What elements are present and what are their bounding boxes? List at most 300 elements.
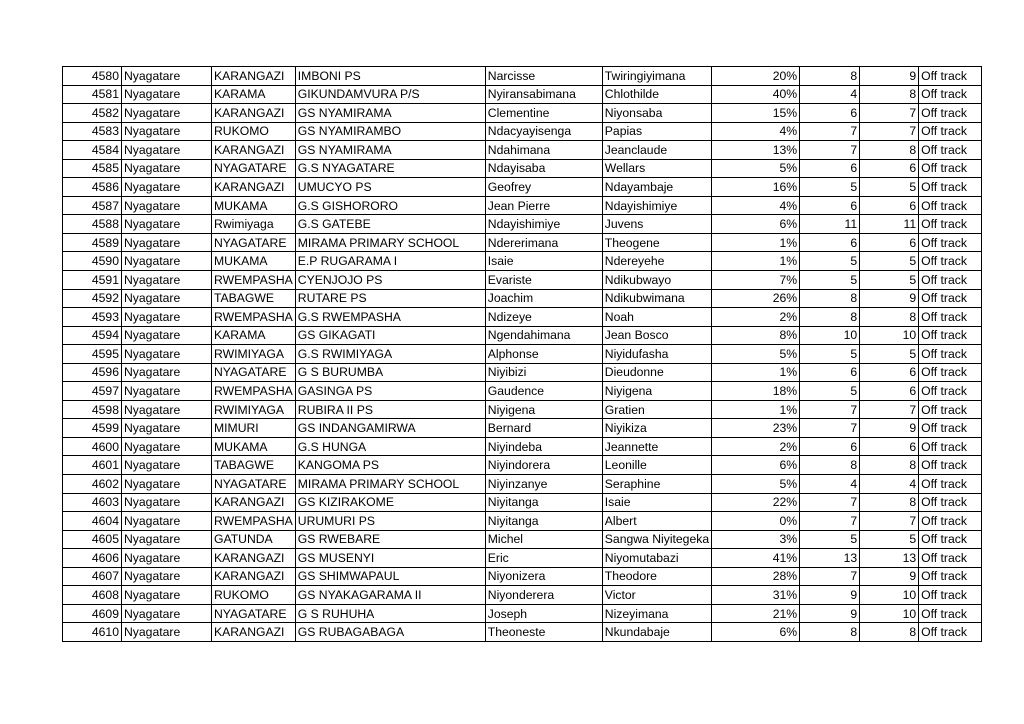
score-b-cell: 8 bbox=[860, 141, 919, 160]
last-name-cell: Twiringiyimana bbox=[602, 67, 711, 86]
school-cell: GS RUBAGABAGA bbox=[295, 623, 485, 642]
school-cell: MIRAMA PRIMARY SCHOOL bbox=[295, 233, 485, 252]
status-cell: Off track bbox=[919, 252, 982, 271]
district-cell: Nyagatare bbox=[122, 141, 212, 160]
last-name-cell: Jeannette bbox=[602, 437, 711, 456]
percent-cell: 2% bbox=[712, 437, 800, 456]
last-name-cell: Theodore bbox=[602, 567, 711, 586]
score-b-cell: 6 bbox=[860, 382, 919, 401]
first-name-cell: Geofrey bbox=[485, 178, 602, 197]
row-id-cell: 4597 bbox=[63, 382, 122, 401]
first-name-cell: Niyitanga bbox=[485, 493, 602, 512]
percent-cell: 23% bbox=[712, 419, 800, 438]
score-a-cell: 8 bbox=[800, 289, 860, 308]
status-cell: Off track bbox=[919, 493, 982, 512]
first-name-cell: Clementine bbox=[485, 104, 602, 123]
sector-cell: RWEMPASHA bbox=[212, 271, 296, 290]
score-a-cell: 4 bbox=[800, 475, 860, 494]
percent-cell: 13% bbox=[712, 141, 800, 160]
first-name-cell: Theoneste bbox=[485, 623, 602, 642]
district-cell: Nyagatare bbox=[122, 252, 212, 271]
school-cell: GS KIZIRAKOME bbox=[295, 493, 485, 512]
row-id-cell: 4596 bbox=[63, 363, 122, 382]
first-name-cell: Niyindorera bbox=[485, 456, 602, 475]
status-cell: Off track bbox=[919, 308, 982, 327]
last-name-cell: Nkundabaje bbox=[602, 623, 711, 642]
score-a-cell: 8 bbox=[800, 456, 860, 475]
district-cell: Nyagatare bbox=[122, 85, 212, 104]
last-name-cell: Noah bbox=[602, 308, 711, 327]
row-id-cell: 4609 bbox=[63, 604, 122, 623]
sector-cell: RUKOMO bbox=[212, 586, 296, 605]
district-cell: Nyagatare bbox=[122, 363, 212, 382]
percent-cell: 8% bbox=[712, 326, 800, 345]
last-name-cell: Ndikubwimana bbox=[602, 289, 711, 308]
school-cell: CYENJOJO PS bbox=[295, 271, 485, 290]
table-row bbox=[63, 586, 982, 605]
score-a-cell: 7 bbox=[800, 493, 860, 512]
score-a-cell: 6 bbox=[800, 104, 860, 123]
district-cell: Nyagatare bbox=[122, 586, 212, 605]
sector-cell: KARANGAZI bbox=[212, 493, 296, 512]
district-cell: Nyagatare bbox=[122, 475, 212, 494]
table-row bbox=[63, 85, 982, 104]
score-b-cell: 10 bbox=[860, 326, 919, 345]
last-name-cell: Theogene bbox=[602, 233, 711, 252]
score-b-cell: 6 bbox=[860, 196, 919, 215]
district-cell: Nyagatare bbox=[122, 178, 212, 197]
status-cell: Off track bbox=[919, 85, 982, 104]
percent-cell: 1% bbox=[712, 233, 800, 252]
table-row bbox=[63, 493, 982, 512]
status-cell: Off track bbox=[919, 363, 982, 382]
sector-cell: RWIMIYAGA bbox=[212, 345, 296, 364]
table-row bbox=[63, 196, 982, 215]
percent-cell: 20% bbox=[712, 67, 800, 86]
sector-cell: GATUNDA bbox=[212, 530, 296, 549]
table-row bbox=[63, 178, 982, 197]
status-cell: Off track bbox=[919, 345, 982, 364]
score-a-cell: 11 bbox=[800, 215, 860, 234]
last-name-cell: Chlothilde bbox=[602, 85, 711, 104]
first-name-cell: Alphonse bbox=[485, 345, 602, 364]
row-id-cell: 4607 bbox=[63, 567, 122, 586]
score-b-cell: 7 bbox=[860, 104, 919, 123]
status-cell: Off track bbox=[919, 215, 982, 234]
percent-cell: 2% bbox=[712, 308, 800, 327]
percent-cell: 1% bbox=[712, 252, 800, 271]
school-cell: KANGOMA PS bbox=[295, 456, 485, 475]
first-name-cell: Niyonizera bbox=[485, 567, 602, 586]
score-b-cell: 8 bbox=[860, 623, 919, 642]
percent-cell: 6% bbox=[712, 215, 800, 234]
percent-cell: 5% bbox=[712, 475, 800, 494]
percent-cell: 18% bbox=[712, 382, 800, 401]
district-cell: Nyagatare bbox=[122, 233, 212, 252]
score-b-cell: 5 bbox=[860, 252, 919, 271]
status-cell: Off track bbox=[919, 178, 982, 197]
first-name-cell: Joachim bbox=[485, 289, 602, 308]
row-id-cell: 4587 bbox=[63, 196, 122, 215]
district-cell: Nyagatare bbox=[122, 382, 212, 401]
score-a-cell: 6 bbox=[800, 233, 860, 252]
last-name-cell: Leonille bbox=[602, 456, 711, 475]
school-cell: G.S NYAGATARE bbox=[295, 159, 485, 178]
score-b-cell: 5 bbox=[860, 178, 919, 197]
district-cell: Nyagatare bbox=[122, 419, 212, 438]
sector-cell: MUKAMA bbox=[212, 252, 296, 271]
sector-cell: RWEMPASHA bbox=[212, 308, 296, 327]
first-name-cell: Gaudence bbox=[485, 382, 602, 401]
school-cell: G S BURUMBA bbox=[295, 363, 485, 382]
percent-cell: 3% bbox=[712, 530, 800, 549]
last-name-cell: Nizeyimana bbox=[602, 604, 711, 623]
status-cell: Off track bbox=[919, 67, 982, 86]
table-row bbox=[63, 530, 982, 549]
last-name-cell: Niyonsaba bbox=[602, 104, 711, 123]
row-id-cell: 4589 bbox=[63, 233, 122, 252]
table-row bbox=[63, 271, 982, 290]
percent-cell: 4% bbox=[712, 196, 800, 215]
district-cell: Nyagatare bbox=[122, 530, 212, 549]
table-row bbox=[63, 345, 982, 364]
row-id-cell: 4602 bbox=[63, 475, 122, 494]
sector-cell: RWIMIYAGA bbox=[212, 400, 296, 419]
sector-cell: TABAGWE bbox=[212, 456, 296, 475]
row-id-cell: 4603 bbox=[63, 493, 122, 512]
score-b-cell: 8 bbox=[860, 456, 919, 475]
percent-cell: 1% bbox=[712, 400, 800, 419]
score-a-cell: 13 bbox=[800, 549, 860, 568]
row-id-cell: 4590 bbox=[63, 252, 122, 271]
score-b-cell: 9 bbox=[860, 419, 919, 438]
first-name-cell: Narcisse bbox=[485, 67, 602, 86]
row-id-cell: 4582 bbox=[63, 104, 122, 123]
table-row bbox=[63, 122, 982, 141]
table-row bbox=[63, 475, 982, 494]
sector-cell: NYAGATARE bbox=[212, 604, 296, 623]
first-name-cell: Niyindeba bbox=[485, 437, 602, 456]
table-row bbox=[63, 382, 982, 401]
row-id-cell: 4591 bbox=[63, 271, 122, 290]
row-id-cell: 4595 bbox=[63, 345, 122, 364]
score-b-cell: 5 bbox=[860, 271, 919, 290]
percent-cell: 21% bbox=[712, 604, 800, 623]
district-cell: Nyagatare bbox=[122, 623, 212, 642]
first-name-cell: Jean Pierre bbox=[485, 196, 602, 215]
percent-cell: 5% bbox=[712, 345, 800, 364]
sector-cell: KARANGAZI bbox=[212, 104, 296, 123]
last-name-cell: Niyomutabazi bbox=[602, 549, 711, 568]
last-name-cell: Niyidufasha bbox=[602, 345, 711, 364]
row-id-cell: 4585 bbox=[63, 159, 122, 178]
score-b-cell: 8 bbox=[860, 85, 919, 104]
row-id-cell: 4604 bbox=[63, 512, 122, 531]
score-b-cell: 7 bbox=[860, 122, 919, 141]
first-name-cell: Niyonderera bbox=[485, 586, 602, 605]
district-cell: Nyagatare bbox=[122, 604, 212, 623]
school-cell: GS GIKAGATI bbox=[295, 326, 485, 345]
school-cell: GS NYAKAGARAMA II bbox=[295, 586, 485, 605]
status-cell: Off track bbox=[919, 400, 982, 419]
percent-cell: 16% bbox=[712, 178, 800, 197]
score-a-cell: 7 bbox=[800, 512, 860, 531]
row-id-cell: 4593 bbox=[63, 308, 122, 327]
school-cell: GS RWEBARE bbox=[295, 530, 485, 549]
table-row bbox=[63, 604, 982, 623]
district-cell: Nyagatare bbox=[122, 196, 212, 215]
table-row bbox=[63, 104, 982, 123]
percent-cell: 22% bbox=[712, 493, 800, 512]
score-a-cell: 4 bbox=[800, 85, 860, 104]
score-a-cell: 10 bbox=[800, 326, 860, 345]
table-row bbox=[63, 549, 982, 568]
school-cell: GS NYAMIRAMBO bbox=[295, 122, 485, 141]
status-cell: Off track bbox=[919, 196, 982, 215]
percent-cell: 6% bbox=[712, 623, 800, 642]
score-b-cell: 8 bbox=[860, 493, 919, 512]
table-row bbox=[63, 512, 982, 531]
score-a-cell: 6 bbox=[800, 363, 860, 382]
score-b-cell: 11 bbox=[860, 215, 919, 234]
first-name-cell: Niyinzanye bbox=[485, 475, 602, 494]
score-a-cell: 7 bbox=[800, 400, 860, 419]
last-name-cell: Albert bbox=[602, 512, 711, 531]
district-cell: Nyagatare bbox=[122, 67, 212, 86]
score-a-cell: 5 bbox=[800, 530, 860, 549]
score-b-cell: 6 bbox=[860, 159, 919, 178]
first-name-cell: Ndayishimiye bbox=[485, 215, 602, 234]
percent-cell: 41% bbox=[712, 549, 800, 568]
percent-cell: 5% bbox=[712, 159, 800, 178]
score-a-cell: 5 bbox=[800, 178, 860, 197]
school-cell: URUMURI PS bbox=[295, 512, 485, 531]
status-cell: Off track bbox=[919, 271, 982, 290]
first-name-cell: Ndererimana bbox=[485, 233, 602, 252]
last-name-cell: Niyigena bbox=[602, 382, 711, 401]
first-name-cell: Joseph bbox=[485, 604, 602, 623]
district-cell: Nyagatare bbox=[122, 215, 212, 234]
school-cell: E.P RUGARAMA I bbox=[295, 252, 485, 271]
first-name-cell: Eric bbox=[485, 549, 602, 568]
score-b-cell: 5 bbox=[860, 530, 919, 549]
score-a-cell: 6 bbox=[800, 196, 860, 215]
first-name-cell: Ndacyayisenga bbox=[485, 122, 602, 141]
score-a-cell: 7 bbox=[800, 567, 860, 586]
row-id-cell: 4598 bbox=[63, 400, 122, 419]
score-b-cell: 6 bbox=[860, 233, 919, 252]
first-name-cell: Nyiransabimana bbox=[485, 85, 602, 104]
first-name-cell: Ndahimana bbox=[485, 141, 602, 160]
status-cell: Off track bbox=[919, 437, 982, 456]
row-id-cell: 4592 bbox=[63, 289, 122, 308]
district-cell: Nyagatare bbox=[122, 159, 212, 178]
score-b-cell: 8 bbox=[860, 308, 919, 327]
table-row bbox=[63, 159, 982, 178]
score-a-cell: 6 bbox=[800, 437, 860, 456]
sector-cell: TABAGWE bbox=[212, 289, 296, 308]
sector-cell: KARANGAZI bbox=[212, 623, 296, 642]
school-cell: IMBONI PS bbox=[295, 67, 485, 86]
last-name-cell: Niyikiza bbox=[602, 419, 711, 438]
status-cell: Off track bbox=[919, 456, 982, 475]
sector-cell: RWEMPASHA bbox=[212, 512, 296, 531]
status-cell: Off track bbox=[919, 475, 982, 494]
percent-cell: 40% bbox=[712, 85, 800, 104]
district-cell: Nyagatare bbox=[122, 122, 212, 141]
score-a-cell: 7 bbox=[800, 419, 860, 438]
table-row bbox=[63, 67, 982, 86]
percent-cell: 7% bbox=[712, 271, 800, 290]
district-cell: Nyagatare bbox=[122, 400, 212, 419]
score-a-cell: 6 bbox=[800, 159, 860, 178]
status-cell: Off track bbox=[919, 289, 982, 308]
last-name-cell: Victor bbox=[602, 586, 711, 605]
row-id-cell: 4606 bbox=[63, 549, 122, 568]
row-id-cell: 4608 bbox=[63, 586, 122, 605]
sector-cell: NYAGATARE bbox=[212, 475, 296, 494]
percent-cell: 15% bbox=[712, 104, 800, 123]
school-cell: GS SHIMWAPAUL bbox=[295, 567, 485, 586]
table-row bbox=[63, 326, 982, 345]
first-name-cell: Bernard bbox=[485, 419, 602, 438]
status-cell: Off track bbox=[919, 586, 982, 605]
first-name-cell: Ndizeye bbox=[485, 308, 602, 327]
first-name-cell: Michel bbox=[485, 530, 602, 549]
score-b-cell: 9 bbox=[860, 289, 919, 308]
first-name-cell: Evariste bbox=[485, 271, 602, 290]
sector-cell: KARANGAZI bbox=[212, 141, 296, 160]
score-b-cell: 9 bbox=[860, 67, 919, 86]
data-table bbox=[62, 66, 982, 642]
score-b-cell: 13 bbox=[860, 549, 919, 568]
district-cell: Nyagatare bbox=[122, 104, 212, 123]
percent-cell: 26% bbox=[712, 289, 800, 308]
table-row bbox=[63, 419, 982, 438]
row-id-cell: 4605 bbox=[63, 530, 122, 549]
table-row bbox=[63, 437, 982, 456]
first-name-cell: Niyigena bbox=[485, 400, 602, 419]
table-row bbox=[63, 456, 982, 475]
school-cell: GS NYAMIRAMA bbox=[295, 141, 485, 160]
school-cell: GASINGA PS bbox=[295, 382, 485, 401]
sector-cell: KARANGAZI bbox=[212, 178, 296, 197]
score-a-cell: 8 bbox=[800, 308, 860, 327]
row-id-cell: 4586 bbox=[63, 178, 122, 197]
sector-cell: RWEMPASHA bbox=[212, 382, 296, 401]
status-cell: Off track bbox=[919, 419, 982, 438]
table-row bbox=[63, 233, 982, 252]
score-b-cell: 4 bbox=[860, 475, 919, 494]
sector-cell: KARAMA bbox=[212, 326, 296, 345]
last-name-cell: Ndayishimiye bbox=[602, 196, 711, 215]
percent-cell: 31% bbox=[712, 586, 800, 605]
row-id-cell: 4588 bbox=[63, 215, 122, 234]
last-name-cell: Gratien bbox=[602, 400, 711, 419]
sector-cell: KARAMA bbox=[212, 85, 296, 104]
score-b-cell: 10 bbox=[860, 586, 919, 605]
score-a-cell: 7 bbox=[800, 122, 860, 141]
sector-cell: RUKOMO bbox=[212, 122, 296, 141]
school-cell: G.S GATEBE bbox=[295, 215, 485, 234]
district-cell: Nyagatare bbox=[122, 437, 212, 456]
row-id-cell: 4600 bbox=[63, 437, 122, 456]
sector-cell: KARANGAZI bbox=[212, 549, 296, 568]
school-cell: G.S RWIMIYAGA bbox=[295, 345, 485, 364]
sector-cell: NYAGATARE bbox=[212, 233, 296, 252]
table-row bbox=[63, 289, 982, 308]
score-a-cell: 9 bbox=[800, 604, 860, 623]
district-cell: Nyagatare bbox=[122, 456, 212, 475]
last-name-cell: Ndereyehe bbox=[602, 252, 711, 271]
score-a-cell: 5 bbox=[800, 382, 860, 401]
first-name-cell: Niyibizi bbox=[485, 363, 602, 382]
school-cell: G.S HUNGA bbox=[295, 437, 485, 456]
last-name-cell: Juvens bbox=[602, 215, 711, 234]
status-cell: Off track bbox=[919, 159, 982, 178]
row-id-cell: 4601 bbox=[63, 456, 122, 475]
status-cell: Off track bbox=[919, 549, 982, 568]
score-a-cell: 5 bbox=[800, 345, 860, 364]
school-cell: GIKUNDAMVURA P/S bbox=[295, 85, 485, 104]
status-cell: Off track bbox=[919, 530, 982, 549]
last-name-cell: Jeanclaude bbox=[602, 141, 711, 160]
score-a-cell: 5 bbox=[800, 271, 860, 290]
school-cell: G.S GISHORORO bbox=[295, 196, 485, 215]
row-id-cell: 4594 bbox=[63, 326, 122, 345]
sector-cell: MIMURI bbox=[212, 419, 296, 438]
status-cell: Off track bbox=[919, 512, 982, 531]
sector-cell: KARANGAZI bbox=[212, 67, 296, 86]
row-id-cell: 4583 bbox=[63, 122, 122, 141]
first-name-cell: Niyitanga bbox=[485, 512, 602, 531]
first-name-cell: Ndayisaba bbox=[485, 159, 602, 178]
last-name-cell: Isaie bbox=[602, 493, 711, 512]
last-name-cell: Seraphine bbox=[602, 475, 711, 494]
district-cell: Nyagatare bbox=[122, 326, 212, 345]
percent-cell: 0% bbox=[712, 512, 800, 531]
status-cell: Off track bbox=[919, 326, 982, 345]
score-b-cell: 10 bbox=[860, 604, 919, 623]
last-name-cell: Sangwa Niyitegeka bbox=[602, 530, 711, 549]
school-cell: UMUCYO PS bbox=[295, 178, 485, 197]
percent-cell: 28% bbox=[712, 567, 800, 586]
score-b-cell: 6 bbox=[860, 437, 919, 456]
last-name-cell: Wellars bbox=[602, 159, 711, 178]
status-cell: Off track bbox=[919, 382, 982, 401]
sector-cell: Rwimiyaga bbox=[212, 215, 296, 234]
sector-cell: KARANGAZI bbox=[212, 567, 296, 586]
school-cell: GS MUSENYI bbox=[295, 549, 485, 568]
row-id-cell: 4580 bbox=[63, 67, 122, 86]
first-name-cell: Ngendahimana bbox=[485, 326, 602, 345]
district-cell: Nyagatare bbox=[122, 567, 212, 586]
table-row bbox=[63, 567, 982, 586]
table-row bbox=[63, 252, 982, 271]
school-cell: G.S RWEMPASHA bbox=[295, 308, 485, 327]
sector-cell: NYAGATARE bbox=[212, 363, 296, 382]
status-cell: Off track bbox=[919, 141, 982, 160]
sector-cell: MUKAMA bbox=[212, 437, 296, 456]
table-row bbox=[63, 400, 982, 419]
table-row bbox=[63, 141, 982, 160]
status-cell: Off track bbox=[919, 233, 982, 252]
status-cell: Off track bbox=[919, 604, 982, 623]
school-cell: GS NYAMIRAMA bbox=[295, 104, 485, 123]
school-cell: GS INDANGAMIRWA bbox=[295, 419, 485, 438]
score-a-cell: 9 bbox=[800, 586, 860, 605]
table-row bbox=[63, 623, 982, 642]
